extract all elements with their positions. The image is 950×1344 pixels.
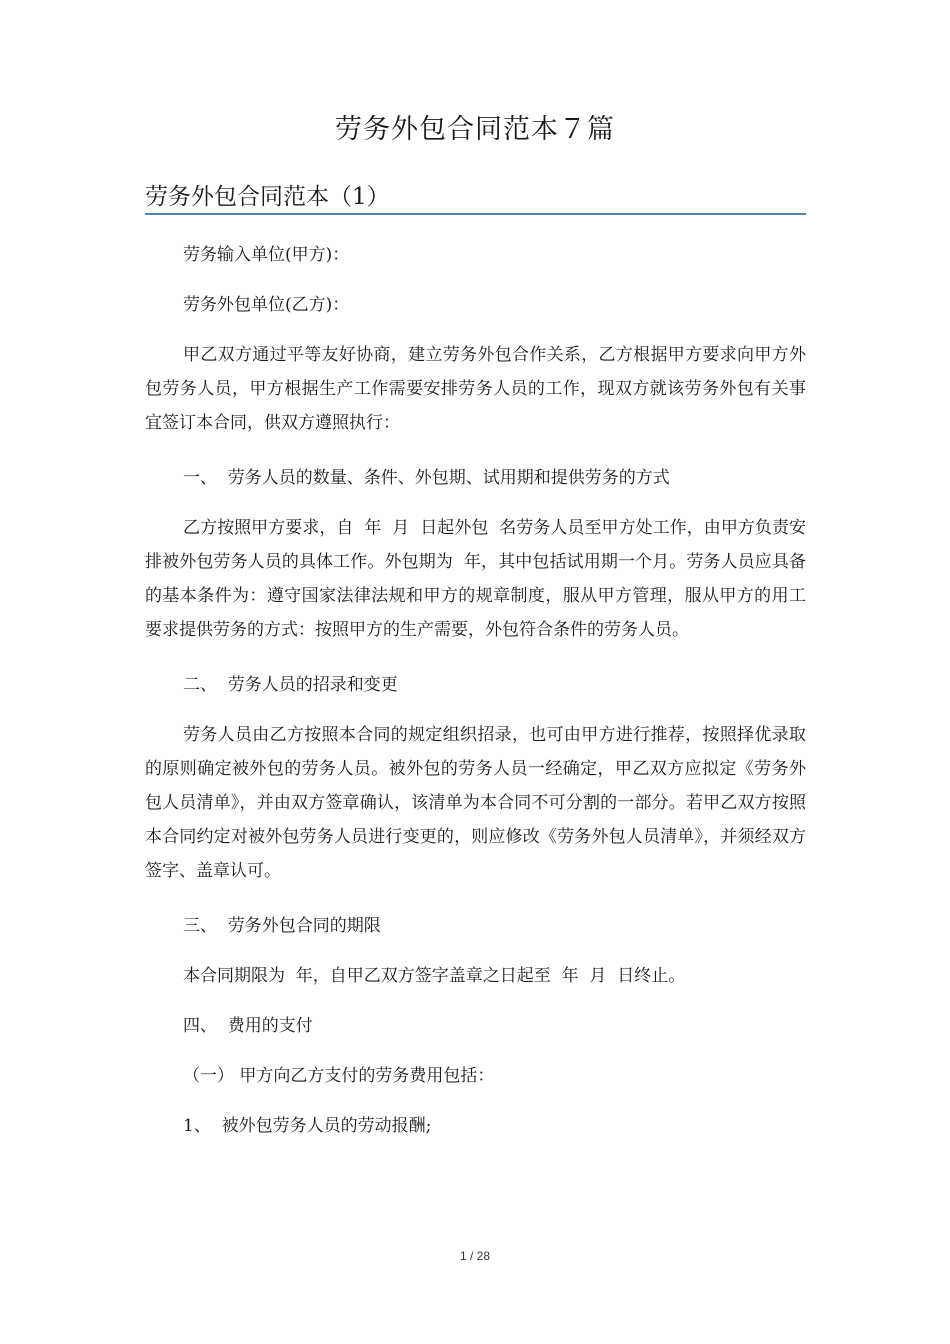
paragraph-intro: 甲乙双方通过平等友好协商，建立劳务外包合作关系，乙方根据甲方要求向甲方外包劳务人员，甲方根据生产工作需要安排劳务人员的工作，现双方就该劳务外包有关事宜签订本合同，供双方遵照执行： [145,345,806,433]
clause-heading-3: 三、 劳务外包合同的期限 [183,916,381,936]
paragraph-clause-2: 劳务人员由乙方按照本合同的规定组织招录，也可由甲方进行推荐，按照择优录取的原则确定被外包的劳务人员。被外包的劳务人员一经确定，甲乙双方应拟定《劳务外包人员清单》，并由双方签章确认，该清单为本合同不可分割的一部分。若甲乙双方按照本合同约定对被外包劳务人员进行变更的，则应修改《劳务外包人员清单》，并须经双方签字、盖章认可。 [145,725,806,881]
clause-heading-2: 二、 劳务人员的招录和变更 [183,675,398,695]
document-title: 劳务外包合同范本７篇 [335,114,615,145]
clause-heading-4: 四、 费用的支付 [183,1016,313,1036]
paragraph-party-a: 劳务输入单位(甲方)： [183,245,350,265]
document-body [145,238,806,1159]
paragraph-clause-3: 本合同期限为 年，自甲乙双方签字盖章之日起至 年 月 日终止。 [183,966,686,986]
section-heading: 劳务外包合同范本（1） [145,180,806,215]
subclause-heading-4-1: （一） 甲方向乙方支付的劳务费用包括： [183,1066,495,1086]
paragraph-party-b: 劳务外包单位(乙方)： [183,295,350,315]
list-item-4-1-1: 1、 被外包劳务人员的劳动报酬; [183,1116,432,1136]
page-indicator: 1 / 28 [459,1249,491,1263]
paragraph-clause-1: 乙方按照甲方要求，自 年 月 日起外包 名劳务人员至甲方处工作，由甲方负责安排被外包劳务人员的具体工作。外包期为 年，其中包括试用期一个月。劳务人员应具备的基本条件为：遵守国家法律法规和甲方的规章制度，服从甲方管理，服从甲方的用工要求提供劳务的方式：按照甲方的生产需要，外包符合条件的劳务人员。 [145,518,806,640]
clause-heading-1: 一、 劳务人员的数量、条件、外包期、试用期和提供劳务的方式 [183,468,670,488]
